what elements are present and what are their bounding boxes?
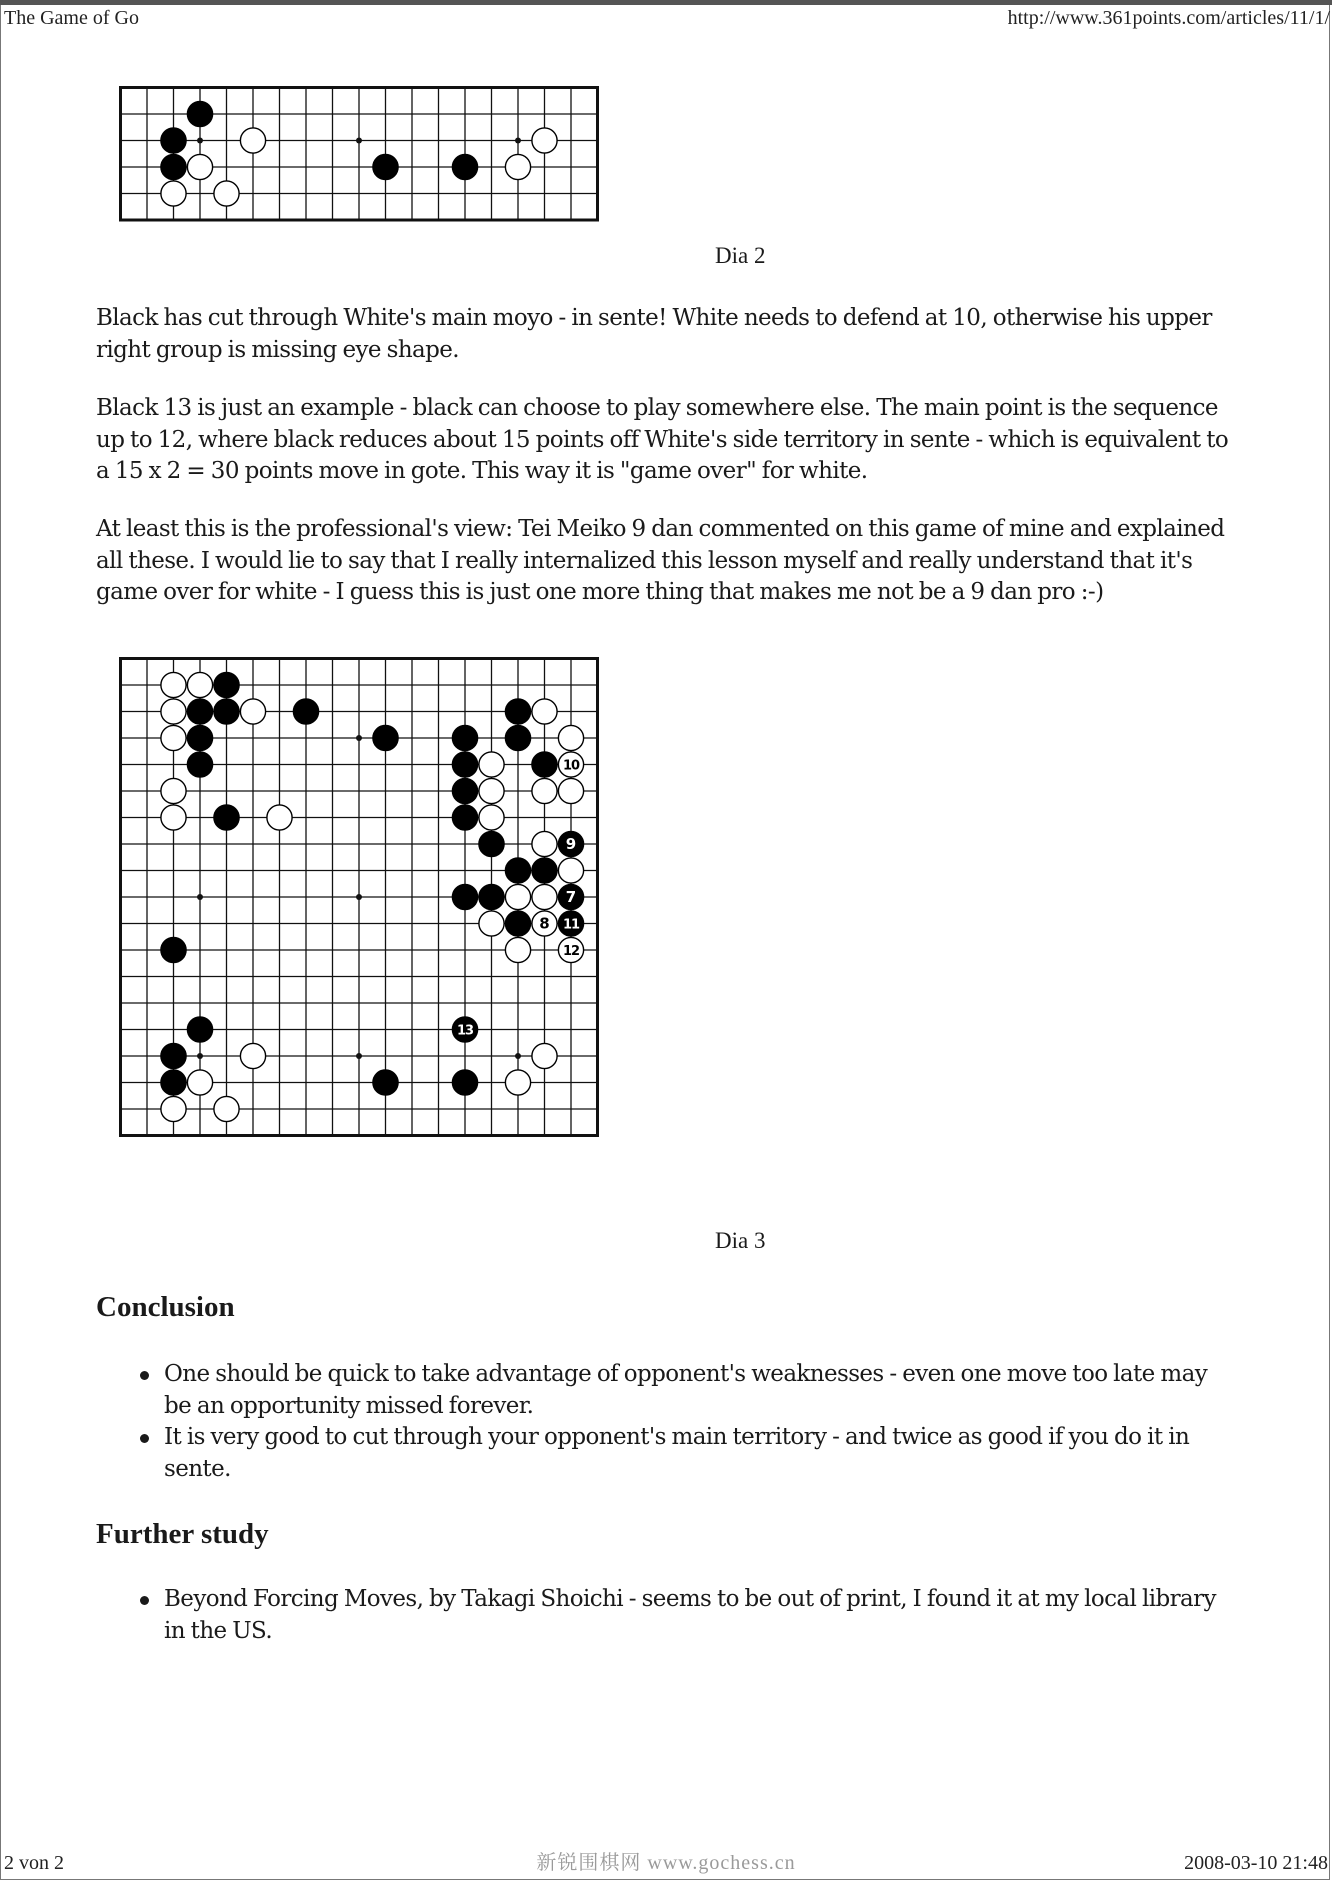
black-stone (187, 1017, 212, 1042)
white-stone (267, 805, 292, 830)
move-number-label: 11 (562, 917, 580, 933)
black-stone (452, 778, 477, 803)
hoshi-point (197, 138, 203, 144)
black-stone (214, 699, 239, 724)
white-stone (214, 181, 239, 206)
print-datetime: 2008-03-10 21:48 (1184, 1852, 1328, 1874)
black-stone (187, 101, 212, 126)
white-stone (161, 1096, 186, 1121)
white-stone (532, 128, 557, 153)
black-stone (532, 858, 557, 883)
black-stone (161, 1070, 186, 1095)
move-number-label: 8 (539, 914, 550, 933)
black-stone (452, 805, 477, 830)
black-stone (373, 154, 398, 179)
dia3-caption: Dia 3 (715, 1228, 766, 1253)
black-stone (505, 858, 530, 883)
black-stone (214, 805, 239, 830)
white-stone (479, 778, 504, 803)
move-number-label: 13 (456, 1023, 474, 1039)
white-stone (505, 884, 530, 909)
white-stone (505, 937, 530, 962)
conclusion-list (164, 1359, 1224, 1485)
list-item: It is very good to cut through your opponent's main territory - and twice as good if you do it in sente. (164, 1422, 1224, 1485)
white-stone (532, 699, 557, 724)
white-stone (532, 1043, 557, 1068)
white-stone (161, 725, 186, 750)
hoshi-point (356, 894, 362, 900)
white-stone (558, 725, 583, 750)
white-stone (532, 778, 557, 803)
black-stone (161, 1043, 186, 1068)
white-stone (479, 911, 504, 936)
list-item: One should be quick to take advantage of opponent's weaknesses - even one move too late may be an opportunity missed forever. (164, 1359, 1224, 1422)
white-stone (558, 778, 583, 803)
white-stone (187, 672, 212, 697)
paragraph-3: At least this is the professional's view: Tei Meiko 9 dan commented on this game of mine and explained all these. I would lie to say that I really internalized this lesson myself and really understand that it's game over for white - I guess this is just one more thing that makes me not be a 9 dan pro :-) (96, 516, 1225, 605)
hoshi-point (356, 735, 362, 741)
black-stone (187, 752, 212, 777)
hoshi-point (515, 1053, 521, 1059)
white-stone (505, 154, 530, 179)
page-top-border (0, 0, 1332, 5)
black-stone (452, 752, 477, 777)
black-stone (452, 1070, 477, 1095)
black-stone (373, 725, 398, 750)
black-stone (214, 672, 239, 697)
go-board-dia2 (118, 85, 695, 248)
black-stone (373, 1070, 398, 1095)
white-stone (161, 181, 186, 206)
black-stone (505, 911, 530, 936)
move-number-label: 12 (562, 944, 580, 960)
go-board-dia3 (118, 656, 695, 1233)
hoshi-point (197, 1053, 203, 1059)
white-stone (558, 858, 583, 883)
hoshi-point (515, 138, 521, 144)
black-stone (479, 884, 504, 909)
black-stone (452, 884, 477, 909)
white-stone (532, 884, 557, 909)
white-stone (187, 1070, 212, 1095)
white-stone (161, 672, 186, 697)
page-number: 2 von 2 (4, 1852, 64, 1874)
hoshi-point (356, 1053, 362, 1059)
list-item: Beyond Forcing Moves, by Takagi Shoichi - seems to be out of print, I found it at my local library in the US. (164, 1584, 1224, 1647)
black-stone (187, 699, 212, 724)
move-number-label: 7 (565, 888, 577, 907)
black-stone (452, 725, 477, 750)
page-title: The Game of Go (4, 7, 139, 29)
white-stone (505, 1070, 530, 1095)
black-stone (532, 752, 557, 777)
white-stone (532, 831, 557, 856)
white-stone (240, 699, 265, 724)
paragraph-1: Black has cut through White's main moyo - in sente! White needs to defend at 10, otherwise his upper right group is missing eye shape. (96, 305, 1212, 363)
black-stone (505, 699, 530, 724)
white-stone (187, 154, 212, 179)
conclusion-heading: Conclusion (96, 1291, 235, 1323)
hoshi-point (356, 138, 362, 144)
further-study-heading: Further study (96, 1518, 269, 1550)
watermark: 新锐围棋网 www.gochess.cn (536, 1852, 796, 1874)
move-number-label: 10 (562, 758, 580, 774)
black-stone (505, 725, 530, 750)
black-stone (479, 831, 504, 856)
dia2-caption: Dia 2 (715, 243, 766, 268)
white-stone (161, 805, 186, 830)
white-stone (479, 752, 504, 777)
white-stone (240, 128, 265, 153)
page-url: http://www.361points.com/articles/11/1/ (1007, 7, 1330, 29)
white-stone (214, 1096, 239, 1121)
black-stone (161, 937, 186, 962)
white-stone (161, 778, 186, 803)
white-stone (161, 699, 186, 724)
black-stone (293, 699, 318, 724)
hoshi-point (197, 894, 203, 900)
white-stone (479, 805, 504, 830)
black-stone (452, 154, 477, 179)
paragraph-2: Black 13 is just an example - black can choose to play somewhere else. The main point is the sequence up to 12, where black reduces about 15 points off White's side territory in sente - which is equivalent to a 15 x 2 = 30 points move in gote. This way it is "game over" for white. (96, 395, 1229, 484)
move-number-label: 9 (565, 835, 577, 854)
black-stone (161, 128, 186, 153)
further-study-list (164, 1584, 1224, 1647)
white-stone (240, 1043, 265, 1068)
black-stone (161, 154, 186, 179)
black-stone (187, 725, 212, 750)
